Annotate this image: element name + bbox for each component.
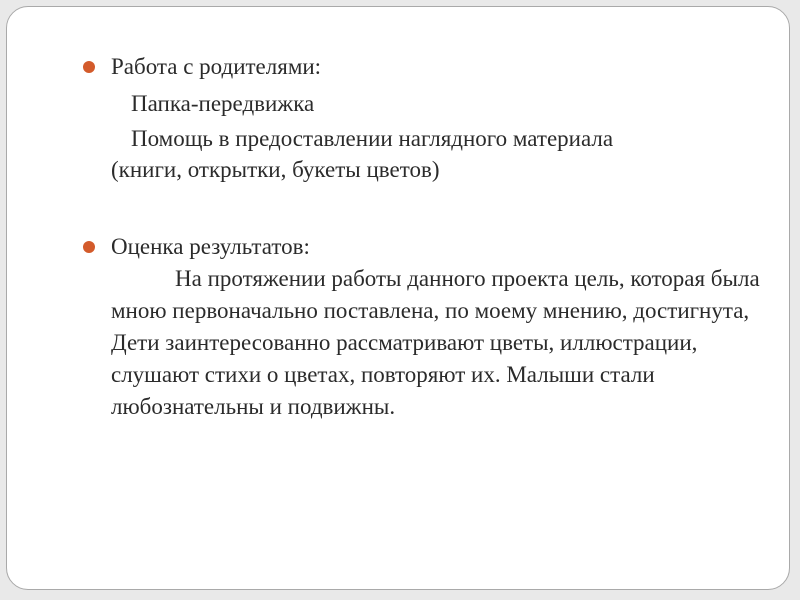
- slide-content: [7, 7, 789, 589]
- item-folder: Папка-передвижка: [131, 91, 315, 116]
- bullet-icon: [83, 241, 95, 253]
- results-paragraph: На протяжении работы данного проекта цель, которая была мною первоначально поставлена, по моему мнению, достигнута, Дети заинтересованно рассматривают цветы, иллюстрации, слушают стихи о цветах, повторяют их. Малыши стали любознательны и подвижны.: [111, 266, 760, 419]
- bullet-icon: [83, 61, 95, 73]
- section-parents-heading-row: [83, 52, 321, 82]
- section-results-heading: Оценка результатов:: [111, 234, 310, 259]
- item-help-line2: (книги, открытки, букеты цветов): [111, 157, 440, 182]
- section-parents-heading: Работа с родителями:: [111, 54, 322, 79]
- slide-frame: [6, 6, 790, 590]
- section-results-heading-row: [83, 232, 310, 262]
- item-help-line1: Помощь в предоставлении наглядного материала: [131, 126, 614, 151]
